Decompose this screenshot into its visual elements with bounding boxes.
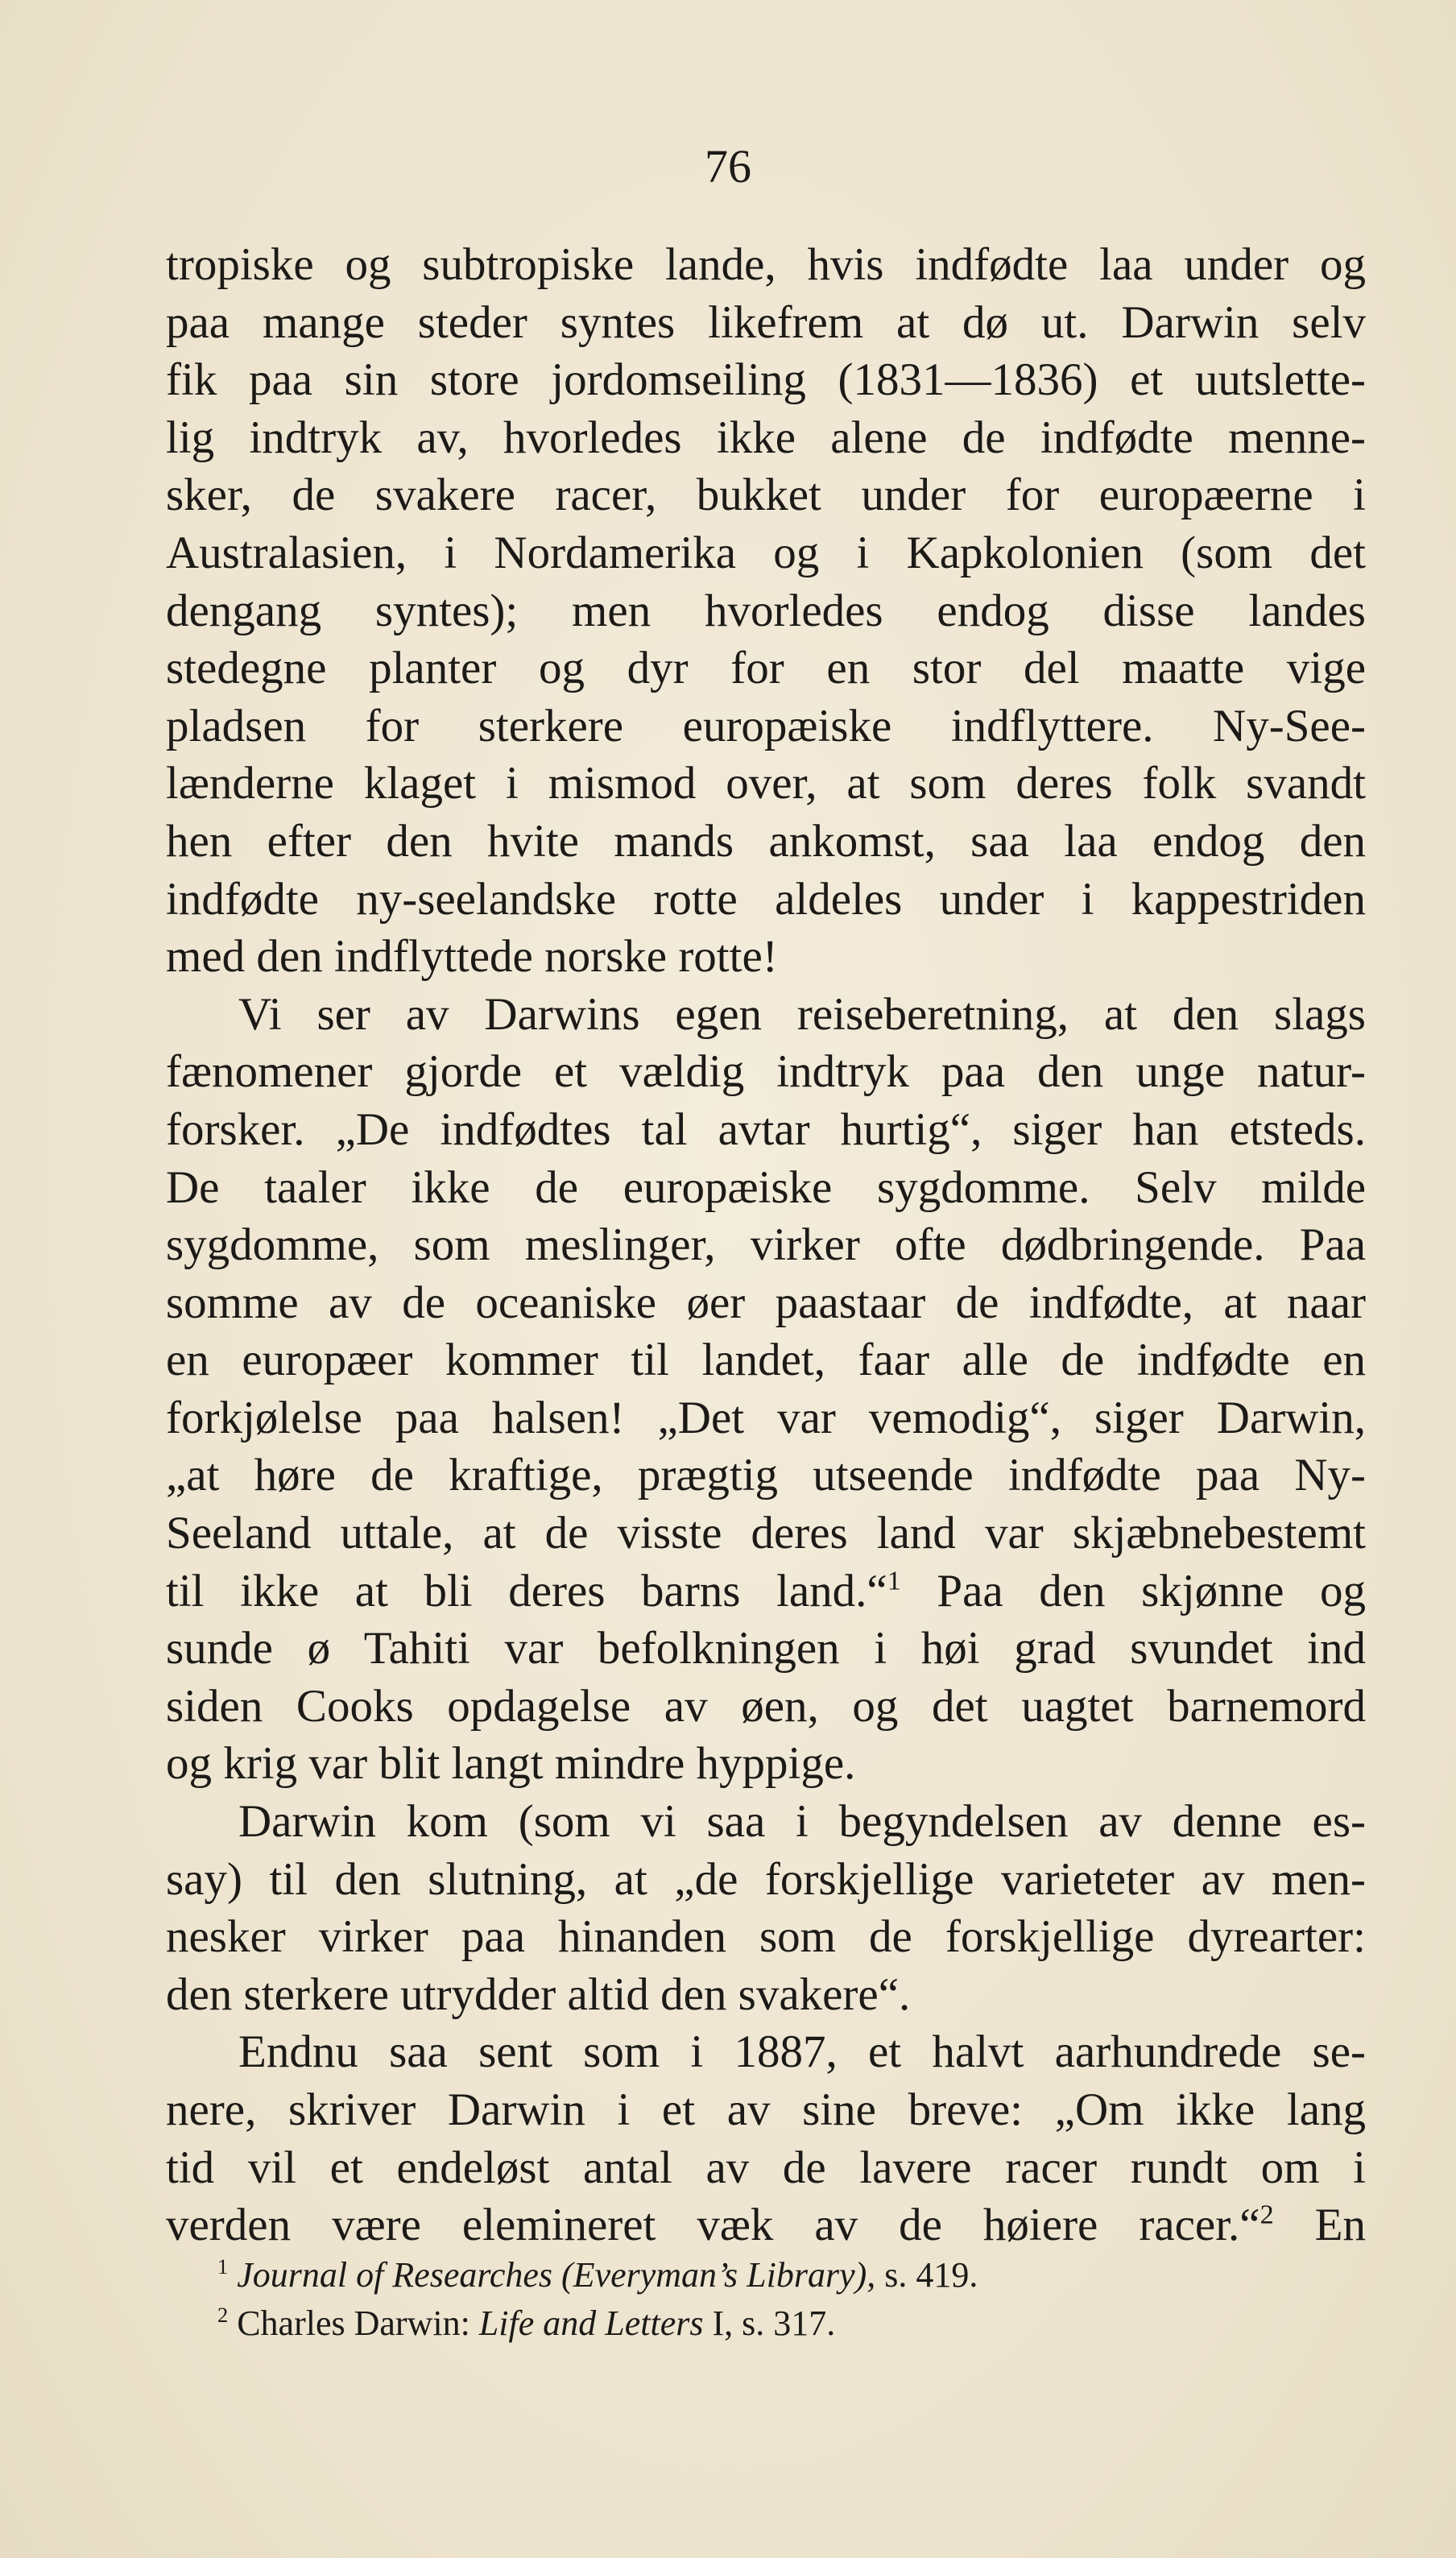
footnote-1 [217,2251,1264,2299]
text-line: forsker. „De indfødtes tal avtar hurtig“, siger han etsteds. [166,1103,1366,1155]
text-segment: Paa den skjønne og [900,1565,1366,1616]
text-line: pladsen for sterkere europæiske indflyttere. Ny-See- [166,700,1366,751]
text-line: paa mange steder syntes likefrem at dø ut. Darwin selv [166,296,1366,348]
text-line: Darwin kom (som vi saa i begyndelsen av denne es- [238,1796,1366,1848]
text-line: Vi ser av Darwins egen reiseberetning, at den slags [238,988,1366,1040]
text-line: indfødte ny-seelandske rotte aldeles under i kappestriden [166,873,1366,925]
text-line: De taaler ikke de europæiske sygdomme. Selv milde [166,1161,1366,1213]
text-line: stedegne planter og dyr for en stor del maatte vige [166,643,1366,694]
footnote-title: Life and Letters [478,2303,704,2343]
footnote-author: Charles Darwin: [237,2303,479,2343]
text-line: sker, de svakere racer, bukket under for europæerne i [166,470,1366,521]
text-line-with-footnote [166,1563,1366,1620]
footnote-mark: 2 [217,2303,229,2328]
text-line: Endnu saa sent som i 1887, et halvt aarhundrede se- [238,2026,1366,2078]
footnote-ref: 1 [887,1566,901,1596]
text-line: lænderne klaget i mismod over, at som deres folk svandt [166,758,1366,809]
text-segment: En [1273,2200,1366,2251]
body-text [166,236,1366,2254]
text-line: med den indflyttede norske rotte! [166,931,778,983]
text-line: en europæer kommer til landet, faar alle de indfødte en [166,1335,1366,1386]
footnote-page: I, s. 317. [703,2303,836,2343]
text-line: den sterkere utrydder altid den svakere“. [166,1968,911,2020]
text-line: fænomener gjorde et vældig indtryk paa den unge natur- [166,1046,1366,1098]
text-segment: verden være elemineret væk av de høiere racer.“ [166,2200,1260,2251]
text-line: nesker virker paa hinanden som de forskjellige dyrearter: [166,1911,1366,1963]
text-line: lig indtryk av, hvorledes ikke alene de indfødte menne- [166,412,1366,463]
text-line: „at høre de kraftige, prægtig utseende indfødte paa Ny- [166,1450,1366,1501]
footnote-2 [217,2299,1264,2348]
text-line: dengang syntes); men hvorledes endog disse landes [166,585,1366,636]
footnote-title: Journal of Researches (Everyman’s Library), [237,2255,876,2295]
text-line: tid vil et endeløst antal av de lavere racer rundt om i [166,2142,1366,2193]
text-line-with-footnote [166,2196,1366,2254]
text-line: tropiske og subtropiske lande, hvis indfødte laa under og [166,239,1366,290]
text-line: somme av de oceaniske øer paastaar de indfødte, at naar [166,1277,1366,1328]
text-segment: til ikke at bli deres barns land.“ [166,1565,887,1616]
text-line: sunde ø Tahiti var befolkningen i høi grad svundet ind [166,1623,1366,1674]
text-line: forkjølelse paa halsen! „Det var vemodig“, siger Darwin, [166,1392,1366,1443]
text-line: hen efter den hvite mands ankomst, saa laa endog den [166,815,1366,867]
footnote-mark: 1 [217,2254,229,2279]
text-line: sygdomme, som meslinger, virker ofte dødbringende. Paa [166,1219,1366,1271]
footnote-page: s. 419. [875,2255,978,2295]
text-line: Seeland uttale, at de visste deres land var skjæbnebestemt [166,1508,1366,1559]
footnote-ref: 2 [1260,2200,1274,2230]
text-line: siden Cooks opdagelse av øen, og det uagtet barnemord [166,1680,1366,1732]
text-line: say) til den slutning, at „de forskjellige varieteter av men- [166,1853,1366,1905]
page-number: 76 [705,140,751,192]
text-line: Australasien, i Nordamerika og i Kapkolonien (som det [166,527,1366,578]
text-line: nere, skriver Darwin i et av sine breve: „Om ikke lang [166,2084,1366,2135]
text-line: fik paa sin store jordomseiling (1831—1836) et uutslette- [166,354,1366,406]
footnotes [217,2251,1264,2348]
text-line: og krig var blit langt mindre hyppige. [166,1738,856,1790]
